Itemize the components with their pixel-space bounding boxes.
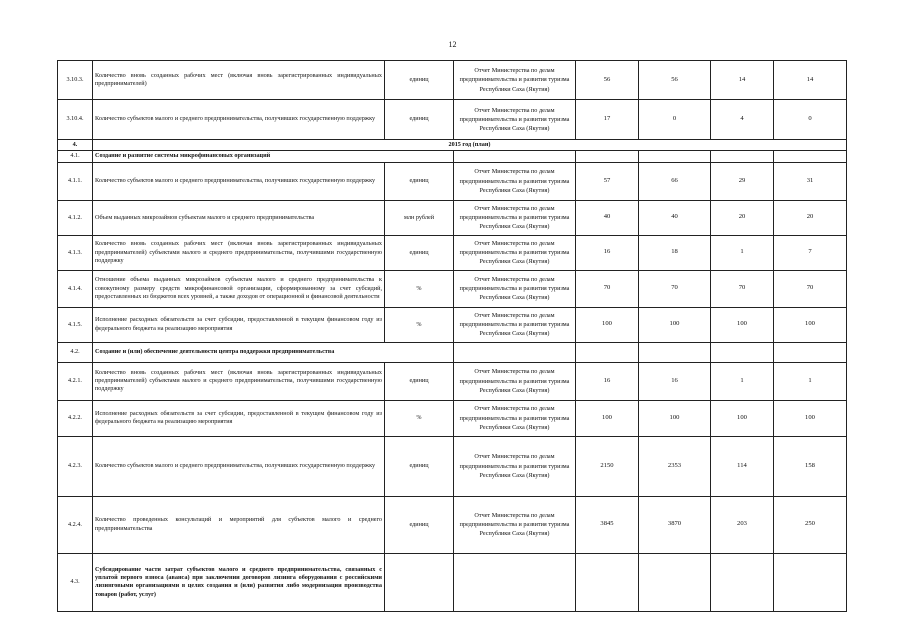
empty-cell	[639, 151, 711, 162]
unit-of-measure: единиц	[385, 496, 454, 553]
row-number: 4.1.4.	[58, 270, 93, 307]
data-source: Отчет Министерства по делам предпринимательства и развития туризма Республики Саха (Якутия)	[454, 200, 576, 235]
indicator-description: Количество субъектов малого и среднего предпринимательства, получивших государственную поддержку	[93, 436, 385, 496]
value-cell: 14	[774, 61, 847, 100]
value-cell: 1	[774, 362, 847, 400]
table-row	[58, 400, 847, 436]
value-cell: 20	[774, 200, 847, 235]
unit-of-measure: единиц	[385, 162, 454, 200]
value-cell: 70	[711, 270, 774, 307]
table-row	[58, 436, 847, 496]
indicator-description: Отношение объема выданных микрозаймов субъектам малого и среднего предпринимательства к совокупному размеру средств микрофинансовой организации, сформированному за счет субсидий, предоставленных из бюджетов всех уровней, а также доходов от операционной и финансовой деятельности	[93, 270, 385, 307]
value-cell: 4	[711, 100, 774, 140]
value-cell: 20	[711, 200, 774, 235]
indicator-description: Объем выданных микрозаймов субъектам малого и среднего предпринимательства	[93, 200, 385, 235]
value-cell: 18	[639, 235, 711, 270]
row-number: 4.1.1.	[58, 162, 93, 200]
table-row	[58, 235, 847, 270]
unit-of-measure: %	[385, 307, 454, 342]
indicator-description: Количество вновь созданных рабочих мест (включая вновь зарегистрированных индивидуальных предпринимателей) субъектами малого и среднего предпринимательства, получившими государственную поддержку	[93, 235, 385, 270]
value-cell: 203	[711, 496, 774, 553]
value-cell: 250	[774, 496, 847, 553]
unit-of-measure: единиц	[385, 61, 454, 100]
value-cell: 1	[711, 362, 774, 400]
value-cell: 16	[576, 235, 639, 270]
indicator-description: Количество вновь созданных рабочих мест (включая вновь зарегистрированных индивидуальных предпринимателей)	[93, 61, 385, 100]
unit-of-measure: млн рублей	[385, 200, 454, 235]
table-row	[58, 100, 847, 140]
value-cell: 16	[639, 362, 711, 400]
value-cell: 70	[774, 270, 847, 307]
table-row	[58, 553, 847, 611]
row-number: 4.2.4.	[58, 496, 93, 553]
table-row	[58, 342, 847, 362]
table-row	[58, 496, 847, 553]
section-title: Субсидирование части затрат субъектов малого и среднего предпринимательства, связанных с уплатой первого взноса (аванса) при заключении договоров лизинга оборудования с российскими лизинговыми организациями в целях создания и (или) развития либо модернизации производства товаров (работ, услуг)	[93, 553, 385, 611]
row-number: 4.1.2.	[58, 200, 93, 235]
value-cell: 3845	[576, 496, 639, 553]
table-row	[58, 362, 847, 400]
row-number: 4.2.2.	[58, 400, 93, 436]
value-cell: 70	[576, 270, 639, 307]
unit-of-measure: единиц	[385, 100, 454, 140]
value-cell: 56	[576, 61, 639, 100]
row-number: 4.2.1.	[58, 362, 93, 400]
table-row	[58, 151, 847, 162]
value-cell: 40	[639, 200, 711, 235]
indicator-description: Количество вновь созданных рабочих мест (включая вновь зарегистрированных индивидуальных предпринимателей) субъектами малого и среднего предпринимательства, получившими государственную поддержку	[93, 362, 385, 400]
data-source: Отчет Министерства по делам предпринимательства и развития туризма Республики Саха (Якутия)	[454, 100, 576, 140]
empty-cell	[454, 151, 576, 162]
empty-cell	[385, 553, 454, 611]
table-row	[58, 162, 847, 200]
value-cell: 0	[774, 100, 847, 140]
indicator-description: Исполнение расходных обязательств за счет субсидии, предоставленной в текущем финансовом году из федерального бюджета на реализацию мероприятия	[93, 307, 385, 342]
value-cell: 100	[774, 400, 847, 436]
data-source: Отчет Министерства по делам предпринимательства и развития туризма Республики Саха (Якутия)	[454, 496, 576, 553]
row-number: 4.1.5.	[58, 307, 93, 342]
empty-cell	[711, 553, 774, 611]
value-cell: 158	[774, 436, 847, 496]
value-cell: 29	[711, 162, 774, 200]
data-source: Отчет Министерства по делам предпринимательства и развития туризма Республики Саха (Якутия)	[454, 400, 576, 436]
data-source: Отчет Министерства по делам предпринимательства и развития туризма Республики Саха (Якутия)	[454, 235, 576, 270]
data-source: Отчет Министерства по делам предпринимательства и развития туризма Республики Саха (Якутия)	[454, 307, 576, 342]
empty-cell	[774, 151, 847, 162]
value-cell: 100	[639, 307, 711, 342]
value-cell: 100	[639, 400, 711, 436]
indicator-description: Исполнение расходных обязательств за счет субсидии, предоставленной в текущем финансовом году из федерального бюджета на реализацию мероприятия	[93, 400, 385, 436]
year-heading: 2015 год (план)	[93, 140, 847, 151]
row-number: 4.2.	[58, 342, 93, 362]
indicators-table	[57, 60, 847, 612]
empty-cell	[711, 151, 774, 162]
table-row	[58, 61, 847, 100]
data-source: Отчет Министерства по делам предпринимательства и развития туризма Республики Саха (Якутия)	[454, 162, 576, 200]
empty-cell	[639, 342, 711, 362]
value-cell: 66	[639, 162, 711, 200]
unit-of-measure: единиц	[385, 436, 454, 496]
empty-cell	[576, 553, 639, 611]
table-row	[58, 307, 847, 342]
indicator-description: Количество проведенных консультаций и мероприятий для субъектов малого и среднего предпринимательства	[93, 496, 385, 553]
value-cell: 7	[774, 235, 847, 270]
table-row	[58, 200, 847, 235]
empty-cell	[711, 342, 774, 362]
value-cell: 56	[639, 61, 711, 100]
empty-cell	[639, 553, 711, 611]
section-title: Создание и развитие системы микрофинансовых организаций	[93, 151, 454, 162]
value-cell: 0	[639, 100, 711, 140]
value-cell: 100	[711, 307, 774, 342]
value-cell: 100	[576, 400, 639, 436]
data-source: Отчет Министерства по делам предпринимательства и развития туризма Республики Саха (Якутия)	[454, 436, 576, 496]
value-cell: 40	[576, 200, 639, 235]
unit-of-measure: %	[385, 400, 454, 436]
value-cell: 14	[711, 61, 774, 100]
empty-cell	[774, 342, 847, 362]
row-number: 4.2.3.	[58, 436, 93, 496]
unit-of-measure: единиц	[385, 362, 454, 400]
value-cell: 31	[774, 162, 847, 200]
value-cell: 114	[711, 436, 774, 496]
row-number: 4.3.	[58, 553, 93, 611]
value-cell: 70	[639, 270, 711, 307]
empty-cell	[454, 342, 576, 362]
data-source: Отчет Министерства по делам предпринимательства и развития туризма Республики Саха (Якутия)	[454, 362, 576, 400]
value-cell: 100	[576, 307, 639, 342]
unit-of-measure: %	[385, 270, 454, 307]
row-number: 4.	[58, 140, 93, 151]
row-number: 3.10.4.	[58, 100, 93, 140]
indicator-description: Количество субъектов малого и среднего предпринимательства, получивших государственную поддержку	[93, 100, 385, 140]
data-source: Отчет Министерства по делам предпринимательства и развития туризма Республики Саха (Якутия)	[454, 270, 576, 307]
value-cell: 100	[774, 307, 847, 342]
row-number: 3.10.3.	[58, 61, 93, 100]
data-source: Отчет Министерства по делам предпринимательства и развития туризма Республики Саха (Якутия)	[454, 61, 576, 100]
unit-of-measure: единиц	[385, 235, 454, 270]
empty-cell	[576, 342, 639, 362]
value-cell: 1	[711, 235, 774, 270]
row-number: 4.1.	[58, 151, 93, 162]
section-title: Создание и (или) обеспечение деятельности центра поддержки предпринимательства	[93, 342, 454, 362]
value-cell: 2150	[576, 436, 639, 496]
value-cell: 2353	[639, 436, 711, 496]
page-number: 12	[448, 40, 457, 49]
value-cell: 17	[576, 100, 639, 140]
row-number: 4.1.3.	[58, 235, 93, 270]
value-cell: 57	[576, 162, 639, 200]
empty-cell	[454, 553, 576, 611]
value-cell: 3870	[639, 496, 711, 553]
table-row	[58, 140, 847, 151]
empty-cell	[576, 151, 639, 162]
table-body	[58, 61, 847, 612]
empty-cell	[774, 553, 847, 611]
table-row	[58, 270, 847, 307]
value-cell: 100	[711, 400, 774, 436]
value-cell: 16	[576, 362, 639, 400]
indicator-description: Количество субъектов малого и среднего предпринимательства, получивших государственную поддержку	[93, 162, 385, 200]
